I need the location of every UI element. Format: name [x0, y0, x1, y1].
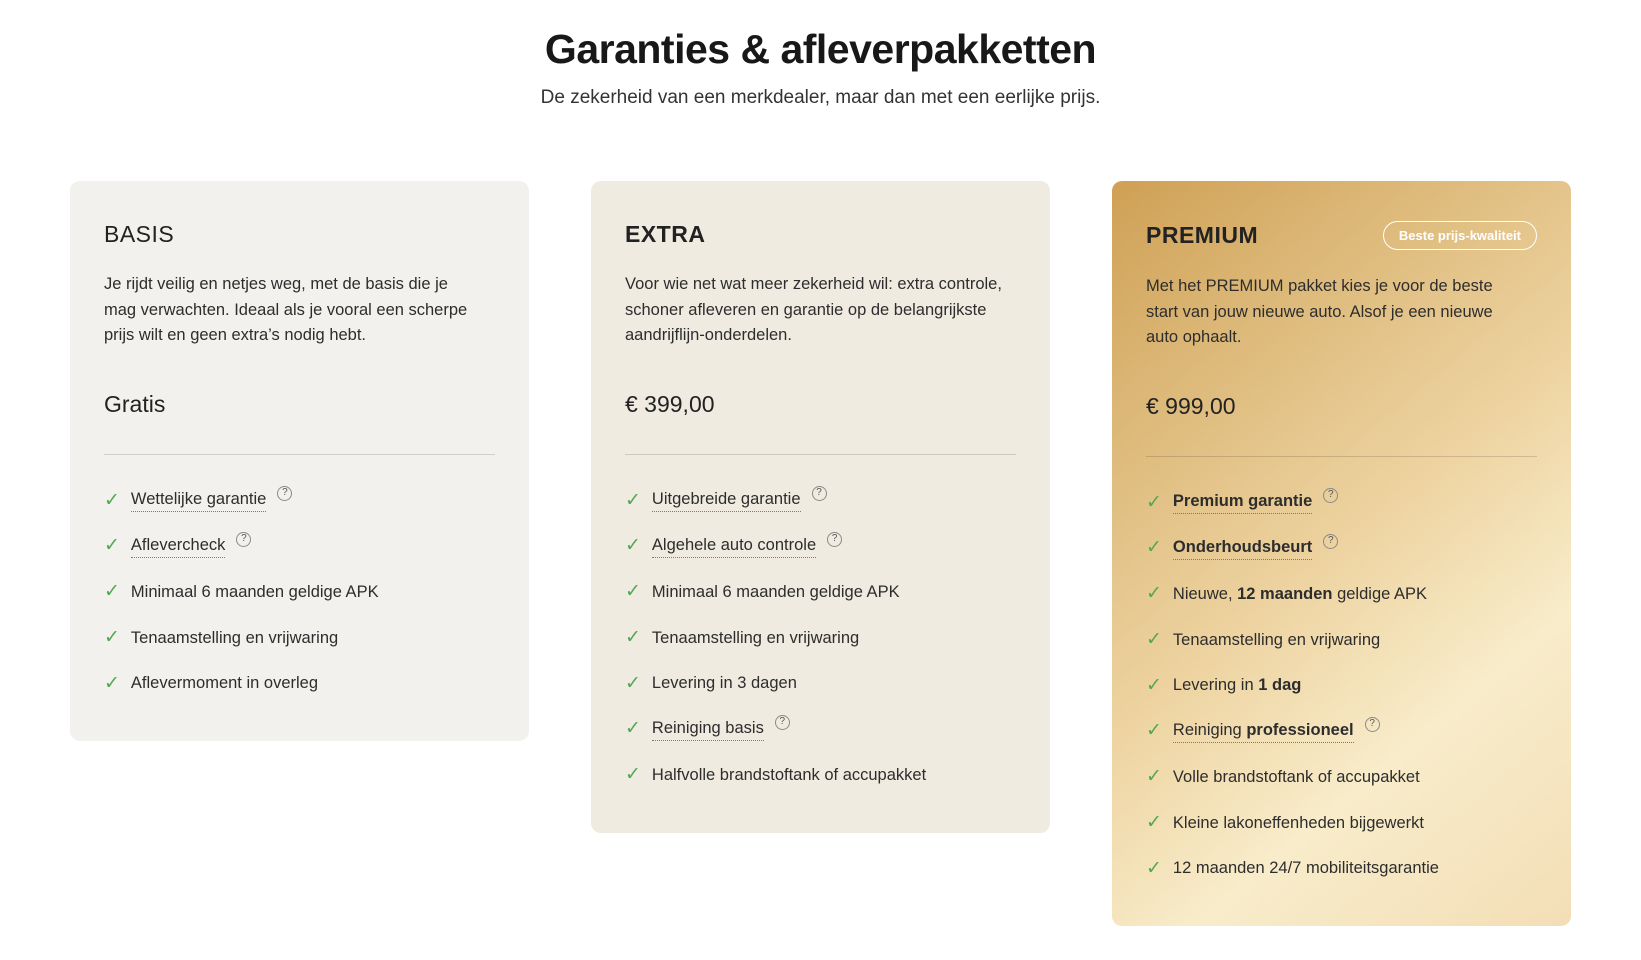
check-icon: ✓ [625, 489, 641, 511]
check-icon: ✓ [625, 764, 641, 786]
card-basis-price: Gratis [104, 390, 166, 417]
card-extra-features [625, 489, 1016, 787]
feature-item [1146, 811, 1537, 835]
feature-item [1146, 628, 1537, 652]
check-icon: ✓ [1146, 766, 1162, 788]
card-premium-features [1146, 491, 1537, 881]
card-basis-header [104, 221, 495, 248]
check-icon: ✓ [625, 718, 641, 740]
feature-label: Levering in 1 dag [1172, 676, 1302, 695]
feature-label: Levering in 3 dagen [651, 674, 797, 693]
card-basis [70, 181, 529, 741]
best-value-badge: Beste prijs-kwaliteit [1383, 221, 1537, 250]
package-cards [0, 181, 1641, 926]
feature-item [625, 626, 1016, 650]
feature-item [104, 672, 495, 696]
card-premium-header [1146, 221, 1537, 250]
check-icon: ✓ [1146, 674, 1162, 696]
feature-label: Volle brandstoftank of accupakket [1172, 767, 1420, 786]
feature-label[interactable]: Reiniging basis [652, 718, 764, 742]
feature-item [104, 580, 495, 604]
check-icon: ✓ [1146, 491, 1162, 513]
feature-label: Halfvolle brandstoftank of accupakket [651, 765, 927, 784]
feature-label[interactable]: Wettelijke garantie [131, 489, 266, 513]
divider [104, 454, 495, 455]
card-premium-title: PREMIUM [1146, 222, 1259, 248]
check-icon: ✓ [104, 489, 120, 511]
check-icon: ✓ [104, 535, 120, 557]
feature-label: Tenaamstelling en vrijwaring [1172, 630, 1381, 649]
feature-label: Kleine lakoneffenheden bijgewerkt [1172, 813, 1424, 832]
feature-label[interactable]: Uitgebreide garantie [652, 489, 801, 513]
feature-item [1146, 582, 1537, 606]
feature-item [104, 534, 495, 558]
page-title: Garanties & afleverpakketten [544, 26, 1097, 72]
help-icon[interactable]: ? [277, 486, 292, 501]
feature-item [625, 672, 1016, 696]
feature-item [1146, 491, 1537, 515]
card-extra-description: Voor wie net wat meer zekerheid wil: extra controle, schoner afleveren en garantie op de belangrijkste aandrijflijn-onderdelen. [625, 275, 1002, 345]
feature-label: 12 maanden 24/7 mobiliteitsgarantie [1172, 859, 1439, 878]
check-icon: ✓ [104, 626, 120, 648]
check-icon: ✓ [104, 672, 120, 694]
feature-label[interactable]: Premium garantie [1173, 491, 1312, 515]
check-icon: ✓ [625, 672, 641, 694]
card-basis-features [104, 489, 495, 696]
feature-label[interactable]: Algehele auto controle [652, 535, 816, 559]
check-icon: ✓ [1146, 583, 1162, 605]
card-extra-title: EXTRA [625, 221, 706, 247]
check-icon: ✓ [1146, 628, 1162, 650]
card-extra [591, 181, 1050, 833]
help-icon[interactable]: ? [236, 532, 251, 547]
feature-item [625, 717, 1016, 741]
help-icon[interactable]: ? [827, 532, 842, 547]
feature-item [1146, 719, 1537, 743]
check-icon: ✓ [625, 626, 641, 648]
card-basis-description: Je rijdt veilig en netjes weg, met de basis die je mag verwachten. Ideaal als je vooral een scherpe prijs wilt en geen extra’s nodig hebt. [104, 275, 468, 345]
check-icon: ✓ [1146, 537, 1162, 559]
help-icon[interactable]: ? [1323, 488, 1338, 503]
feature-item [1146, 857, 1537, 881]
card-premium-description: Met het PREMIUM pakket kies je voor de beste start van jouw nieuwe auto. Alsof je een nieuwe auto ophaalt. [1146, 277, 1493, 347]
divider [625, 454, 1016, 455]
feature-item [1146, 536, 1537, 560]
help-icon[interactable]: ? [1323, 534, 1338, 549]
card-premium [1112, 181, 1571, 926]
feature-label[interactable]: Aflevercheck [131, 535, 225, 559]
feature-item [625, 580, 1016, 604]
divider [1146, 456, 1537, 457]
feature-label[interactable]: Onderhoudsbeurt [1173, 537, 1312, 561]
feature-item [625, 534, 1016, 558]
feature-item [104, 626, 495, 650]
page-subtitle: De zekerheid van een merkdealer, maar dan met een eerlijke prijs. [540, 87, 1101, 108]
help-icon[interactable]: ? [1365, 717, 1380, 732]
check-icon: ✓ [104, 581, 120, 603]
feature-label: Nieuwe, 12 maanden geldige APK [1172, 584, 1427, 603]
check-icon: ✓ [625, 535, 641, 557]
card-extra-price: € 399,00 [625, 390, 715, 417]
feature-label[interactable]: Reiniging professioneel [1173, 720, 1354, 744]
card-premium-price: € 999,00 [1146, 392, 1236, 419]
feature-label: Minimaal 6 maanden geldige APK [130, 582, 379, 601]
check-icon: ✓ [1146, 720, 1162, 742]
feature-item [625, 763, 1016, 787]
feature-item [625, 489, 1016, 513]
help-icon[interactable]: ? [812, 486, 827, 501]
feature-label: Aflevermoment in overleg [130, 674, 319, 693]
feature-item [104, 489, 495, 513]
feature-label: Tenaamstelling en vrijwaring [651, 628, 860, 647]
card-extra-header [625, 221, 1016, 248]
feature-item [1146, 674, 1537, 698]
help-icon[interactable]: ? [775, 715, 790, 730]
feature-label: Minimaal 6 maanden geldige APK [651, 582, 900, 601]
feature-item [1146, 765, 1537, 789]
card-basis-title: BASIS [104, 221, 175, 247]
feature-label: Tenaamstelling en vrijwaring [130, 628, 339, 647]
check-icon: ✓ [1146, 857, 1162, 879]
check-icon: ✓ [1146, 811, 1162, 833]
check-icon: ✓ [625, 581, 641, 603]
